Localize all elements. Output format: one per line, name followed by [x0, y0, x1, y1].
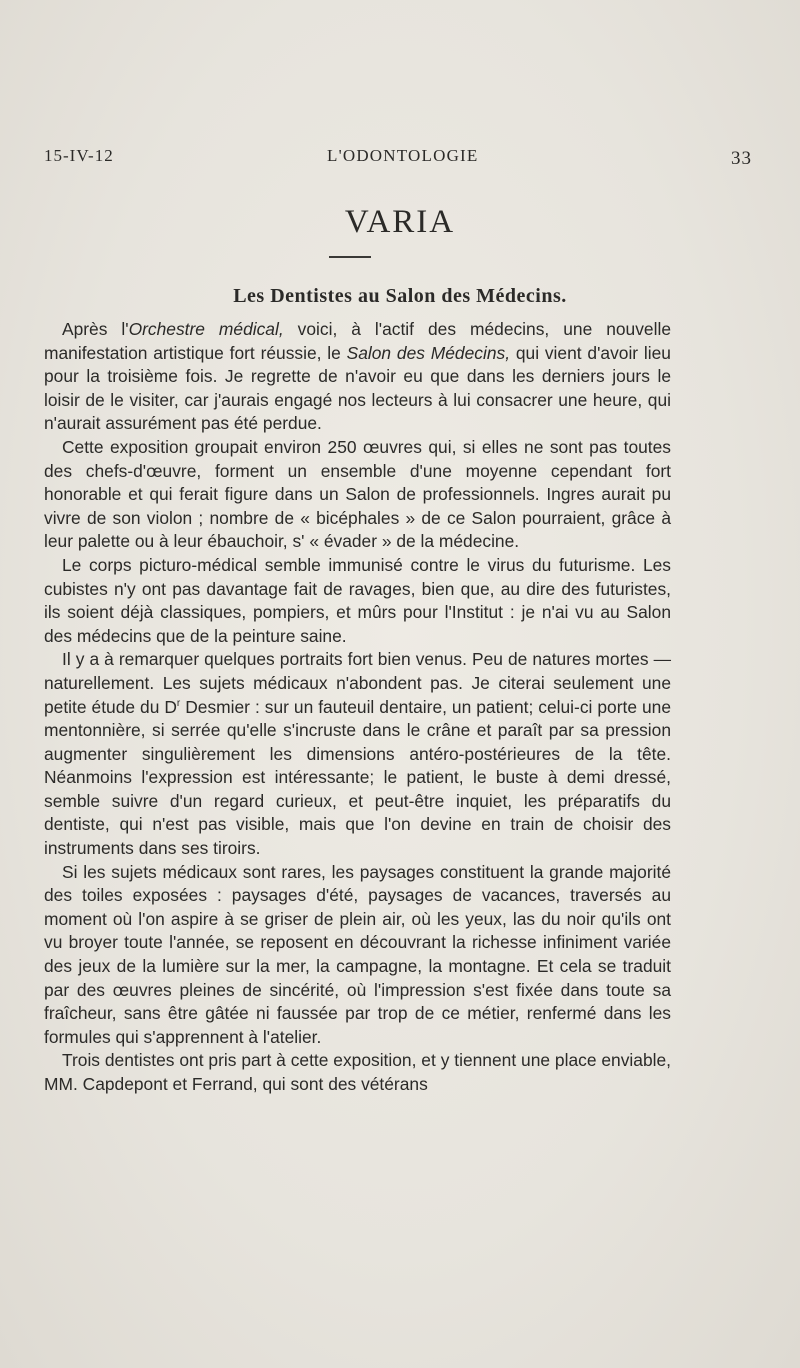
p4-text-b: Desmier : sur un fauteuil dentaire, un patient; celui-ci porte une mentonnière, si serrée qu'elle s'incruste dans le crâne et paraît par sa pression augmenter singulièrement les dimensions antéro-postérieures de la tête. Néanmoins l'expression est intéressante; le patient, le buste à demi dressé, semble suivre d'un regard curieux, et peut-être inquiet, les préparatifs du dentiste, qui n'est pas visible, mais que l'on devine en train de choisir des instruments dans ses tiroirs.	[44, 696, 671, 859]
issue-date: 15-IV-12	[44, 146, 114, 165]
p1-text-c: voici, à l'actif des médecins, une nouvelle manifestation artistique fort réussie, le	[44, 319, 671, 363]
article-title: Les Dentistes au Salon des Médecins.	[233, 285, 567, 307]
page-number: 33	[731, 148, 752, 169]
paragraph-1	[44, 318, 671, 436]
p4-text-a: Il y a à remarquer quelques portraits fort bien venus. Peu de natures mortes — naturellement. Les sujets médicaux n'abondent pas. Je citerai seulement une petite étude du D	[44, 649, 671, 717]
running-head	[44, 146, 756, 170]
p1-text-a: Après l'	[62, 319, 129, 339]
paragraph-6: Trois dentistes ont pris part à cette exposition, et y tiennent une place enviable, MM. Capdepont et Ferrand, qui sont des vétérans	[44, 1050, 671, 1094]
paragraph-2: Cette exposition groupait environ 250 œuvres qui, si elles ne sont pas toutes des chefs-d'œuvre, forment un ensemble d'une moyenne cependant fort honorable et qui ferait figure dans un Salon de professionnels. Ingres aurait pu vivre de son violon ; nombre de « bicéphales » de ce Salon pourraient, grâce à leur palette ou à leur ébauchoir, s' « évader » de la médecine.	[44, 436, 671, 552]
p1-title-orchestre: Orchestre médical,	[128, 319, 284, 339]
p1-title-salon: Salon des Médecins,	[346, 342, 511, 363]
paragraph-5: Si les sujets médicaux sont rares, les paysages constituent la grande majorité des toiles exposées : paysages d'été, paysages de vacances, traversés au moment où l'on aspire à se griser de plein air, où les yeux, las du noir qu'ils ont vu broyer toute l'année, se reposent en découvrant la richesse infiniment variée des jeux de la lumière sur la mer, la campagne, la montagne. Et cela se traduit par des œuvres pleines de sincérité, où l'impression s'est fixée dans toute sa fraîcheur, sans être gâtée ni faussée par trop de ce métier, renfermé dans les formules qui s'apprennent à l'atelier.	[44, 861, 671, 1047]
title-divider	[329, 256, 371, 258]
section-title: VARIA	[344, 204, 456, 240]
journal-name: L'ODONTOLOGIE	[327, 146, 479, 165]
paragraph-3: Le corps picturo-médical semble immunisé contre le virus du futurisme. Les cubistes n'y ont pas davantage fait de ravages, bien que, au dire des futuristes, ils soient déjà classiques, pompiers, et mûrs pour l'Institut : je n'ai vu au Salon des médecins que de la peinture saine.	[44, 554, 671, 646]
p4-superscript: r	[176, 697, 181, 709]
article-body	[44, 318, 671, 1097]
paragraph-4	[44, 648, 671, 860]
p1-text-e: qui vient d'avoir lieu pour la troisième fois. Je regrette de n'avoir eu que dans les derniers jours le loisir de le visiter, car j'aurais engagé nos lecteurs à lui consacrer une heure, qui n'aurait assurément pas été perdue.	[44, 342, 671, 434]
